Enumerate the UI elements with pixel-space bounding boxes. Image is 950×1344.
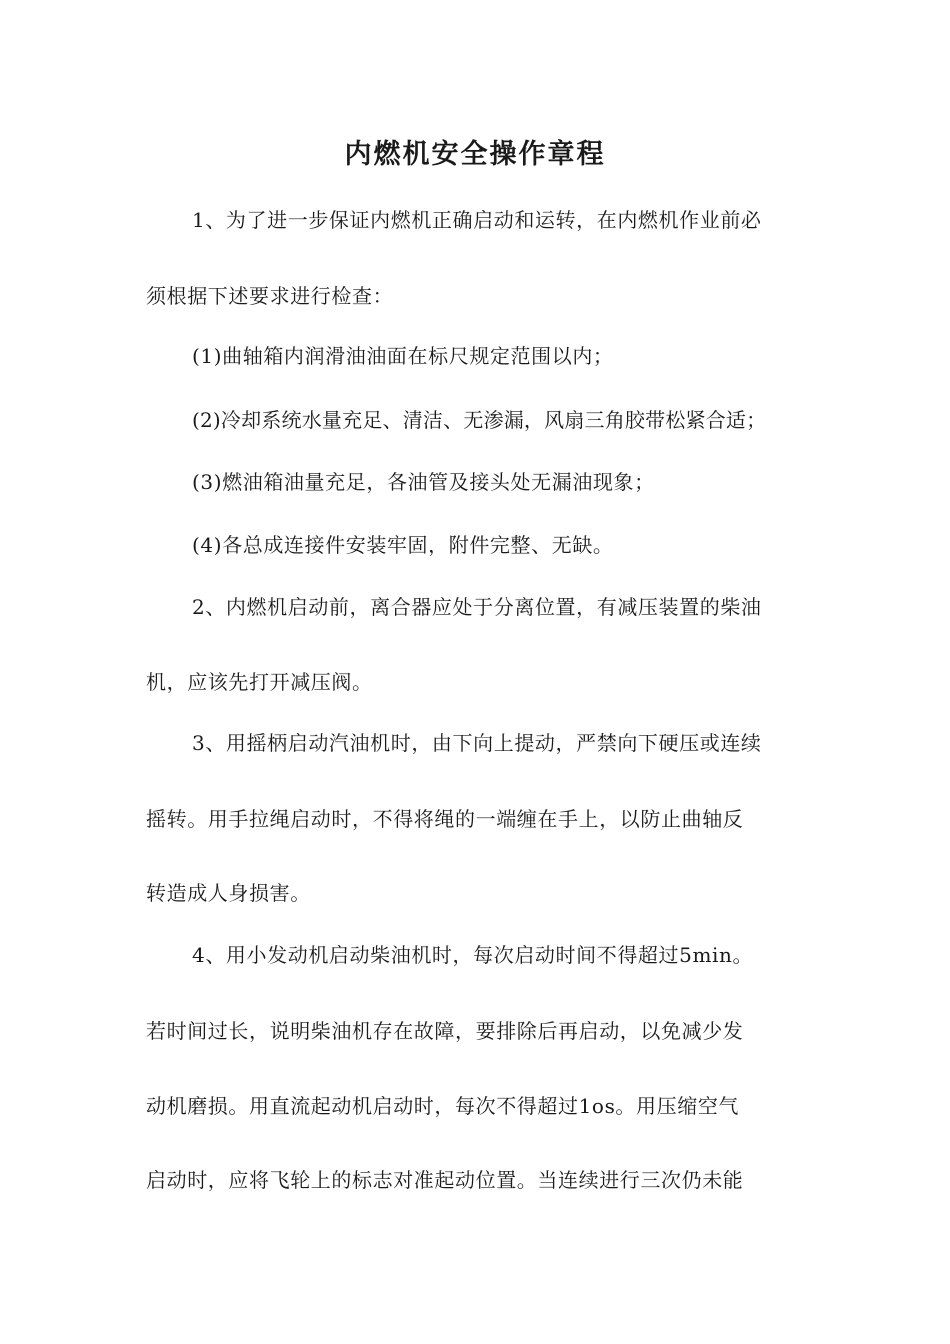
list-item: (3)燃油箱油量充足，各油管及接头处无漏油现象； <box>192 470 655 494</box>
paragraph-line: 2、内燃机启动前，离合器应处于分离位置，有减压装置的柴油 <box>192 595 762 619</box>
paragraph-line: 4、用小发动机启动柴油机时，每次启动时间不得超过5min。 <box>192 943 754 967</box>
paragraph-line: 3、用摇柄启动汽油机时，由下向上提动，严禁向下硬压或连续 <box>192 731 762 755</box>
paragraph-line: 机，应该先打开减压阀。 <box>146 670 373 694</box>
paragraph-line: 转造成人身损害。 <box>146 881 311 905</box>
document-title: 内燃机安全操作章程 <box>344 139 606 170</box>
paragraph-line: 1、为了进一步保证内燃机正确启动和运转，在内燃机作业前必 <box>192 208 762 232</box>
list-item: (4)各总成连接件安装牢固，附件完整、无缺。 <box>192 533 614 557</box>
paragraph-line: 须根据下述要求进行检查： <box>146 284 394 308</box>
list-item: (2)冷却系统水量充足、清洁、无渗漏，风扇三角胶带松紧合适； <box>192 408 767 432</box>
paragraph-line: 若时间过长，说明柴油机存在故障，要排除后再启动，以免减少发 <box>146 1019 744 1043</box>
paragraph-line: 摇转。用手拉绳启动时，不得将绳的一端缠在手上，以防止曲轴反 <box>146 807 744 831</box>
paragraph-line: 启动时，应将飞轮上的标志对准起动位置。当连续进行三次仍未能 <box>146 1168 744 1192</box>
paragraph-line: 动机磨损。用直流起动机启动时，每次不得超过1os。用压缩空气 <box>146 1094 740 1118</box>
list-item: (1)曲轴箱内润滑油油面在标尺规定范围以内； <box>192 344 614 368</box>
